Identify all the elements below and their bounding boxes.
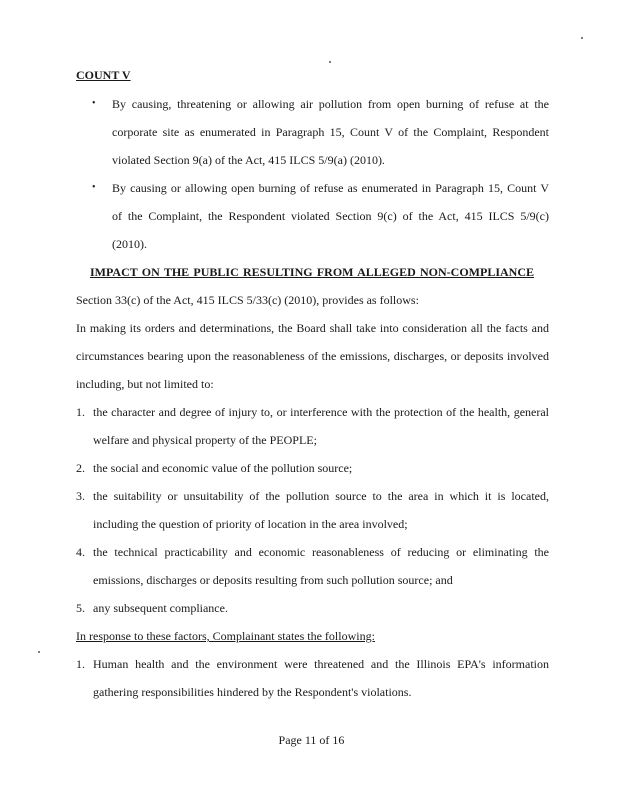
factor-number: 5. xyxy=(76,601,85,615)
factor-line: emissions, discharges or deposits resulting from such pollution source; and xyxy=(93,573,453,587)
factor-number: 4. xyxy=(76,545,85,559)
factor-line: the technical practicability and economic reasonableness of reducing or eliminating the xyxy=(93,545,549,559)
section-intro: Section 33(c) of the Act, 415 ILCS 5/33(c) (2010), provides as follows: xyxy=(76,293,419,307)
factor-line: including the question of priority of location in the area involved; xyxy=(93,517,408,531)
factor-number: 1. xyxy=(76,405,85,419)
bullet-icon: • xyxy=(92,182,96,193)
bullet-line: By causing, threatening or allowing air pollution from open burning of refuse at the xyxy=(112,97,549,111)
scan-speck xyxy=(581,37,583,39)
response-line: Human health and the environment were threatened and the Illinois EPA's information xyxy=(93,657,549,671)
factor-number: 2. xyxy=(76,461,85,475)
impact-heading: IMPACT ON THE PUBLIC RESULTING FROM ALLEGED NON-COMPLIANCE xyxy=(90,265,534,279)
factor-line: the social and economic value of the pollution source; xyxy=(93,461,353,475)
bullet-line: violated Section 9(a) of the Act, 415 ILCS 5/9(a) (2010). xyxy=(112,153,385,167)
board-para-line: including, but not limited to: xyxy=(76,377,214,391)
bullet-line: By causing or allowing open burning of refuse as enumerated in Paragraph 15, Count V xyxy=(112,181,549,195)
response-number: 1. xyxy=(76,657,85,671)
count-heading: COUNT V xyxy=(76,68,131,82)
bullet-line: of the Complaint, the Respondent violated Section 9(c) of the Act, 415 ILCS 5/9(c) xyxy=(112,209,549,223)
bullet-icon: • xyxy=(92,98,96,109)
board-para-line: circumstances bearing upon the reasonableness of the emissions, discharges, or deposits involved xyxy=(76,349,549,363)
factor-line: welfare and physical property of the PEOPLE; xyxy=(93,433,317,447)
response-line: gathering responsibilities hindered by the Respondent's violations. xyxy=(93,685,412,699)
factor-line: any subsequent compliance. xyxy=(93,601,228,615)
scan-speck xyxy=(329,61,331,63)
board-para-line: In making its orders and determinations, the Board shall take into consideration all the facts and xyxy=(76,321,549,335)
page-number: Page 11 of 16 xyxy=(278,733,345,747)
factor-line: the character and degree of injury to, or interference with the protection of the health, general xyxy=(93,405,549,419)
factor-line: the suitability or unsuitability of the pollution source to the area in which it is located, xyxy=(93,489,549,503)
bullet-line: (2010). xyxy=(112,237,147,251)
factor-number: 3. xyxy=(76,489,85,503)
scan-speck xyxy=(38,651,40,653)
response-intro: In response to these factors, Complainant states the following: xyxy=(76,629,375,643)
bullet-line: corporate site as enumerated in Paragraph 15, Count V of the Complaint, Respondent xyxy=(112,125,549,139)
